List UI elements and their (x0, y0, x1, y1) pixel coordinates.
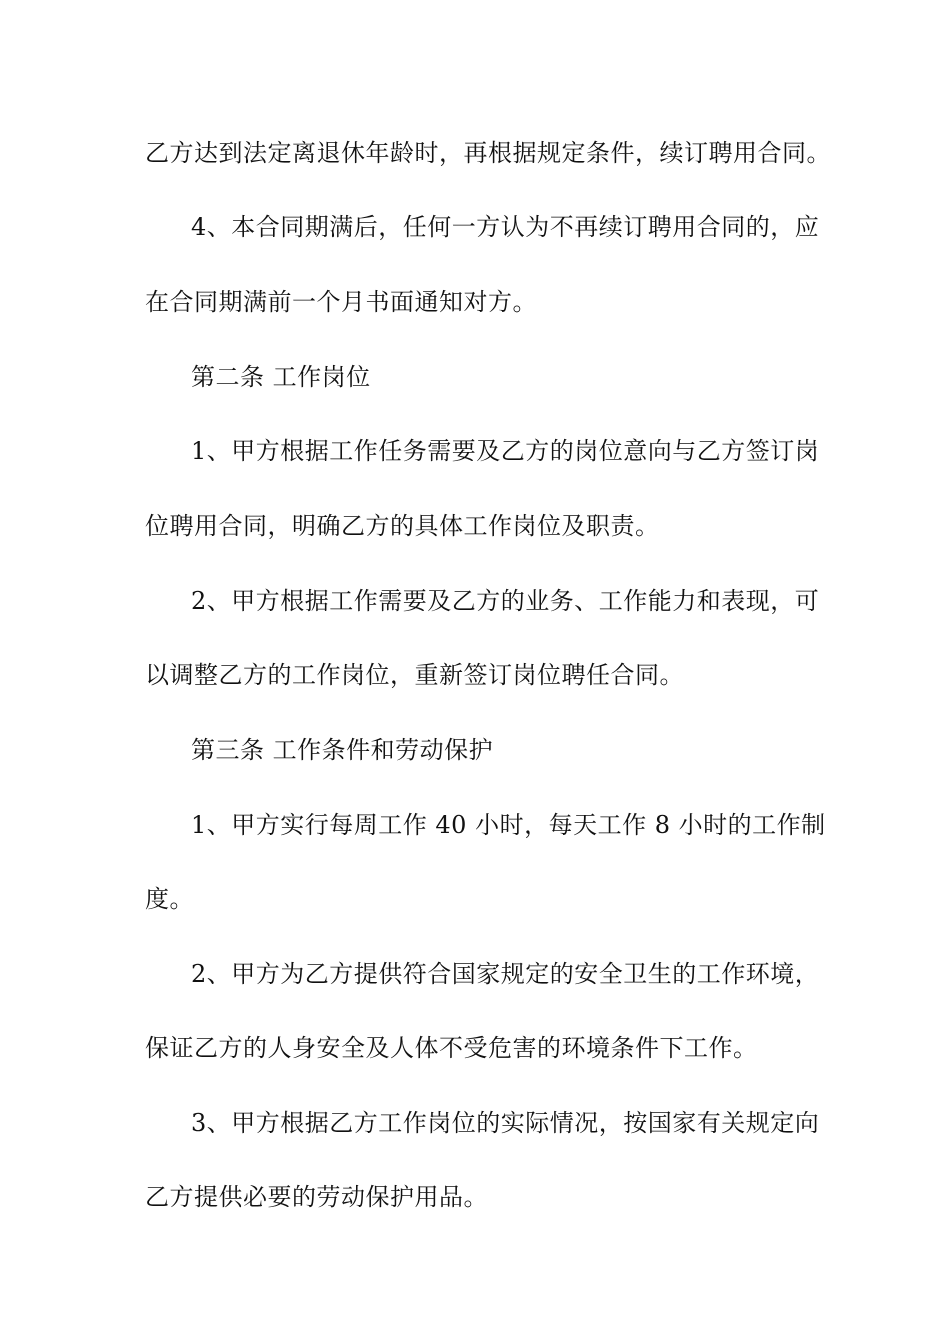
paragraph-line: 位聘用合同，明确乙方的具体工作岗位及职责。 (145, 512, 660, 540)
paragraph-line: 4、本合同期满后，任何一方认为不再续订聘用合同的，应 (191, 213, 820, 241)
paragraph-line: 度。 (145, 885, 194, 913)
paragraph-line: 在合同期满前一个月书面通知对方。 (145, 288, 537, 316)
paragraph-line: 3、甲方根据乙方工作岗位的实际情况，按国家有关规定向 (191, 1109, 820, 1137)
paragraph-line: 1、甲方根据工作任务需要及乙方的岗位意向与乙方签订岗 (191, 437, 820, 465)
paragraph-line: 乙方提供必要的劳动保护用品。 (145, 1183, 488, 1211)
paragraph-line: 保证乙方的人身安全及人体不受危害的环境条件下工作。 (145, 1034, 758, 1062)
paragraph-line: 2、甲方为乙方提供符合国家规定的安全卫生的工作环境， (191, 960, 820, 988)
section-heading: 第三条 工作条件和劳动保护 (191, 736, 494, 764)
paragraph-line: 以调整乙方的工作岗位，重新签订岗位聘任合同。 (145, 661, 684, 689)
section-heading: 第二条 工作岗位 (191, 363, 371, 391)
paragraph-line: 2、甲方根据工作需要及乙方的业务、工作能力和表现，可 (191, 587, 820, 615)
paragraph-line: 1、甲方实行每周工作 40 小时，每天工作 8 小时的工作制 (191, 811, 826, 839)
paragraph-line: 乙方达到法定离退休年龄时，再根据规定条件，续订聘用合同。 (145, 139, 831, 167)
